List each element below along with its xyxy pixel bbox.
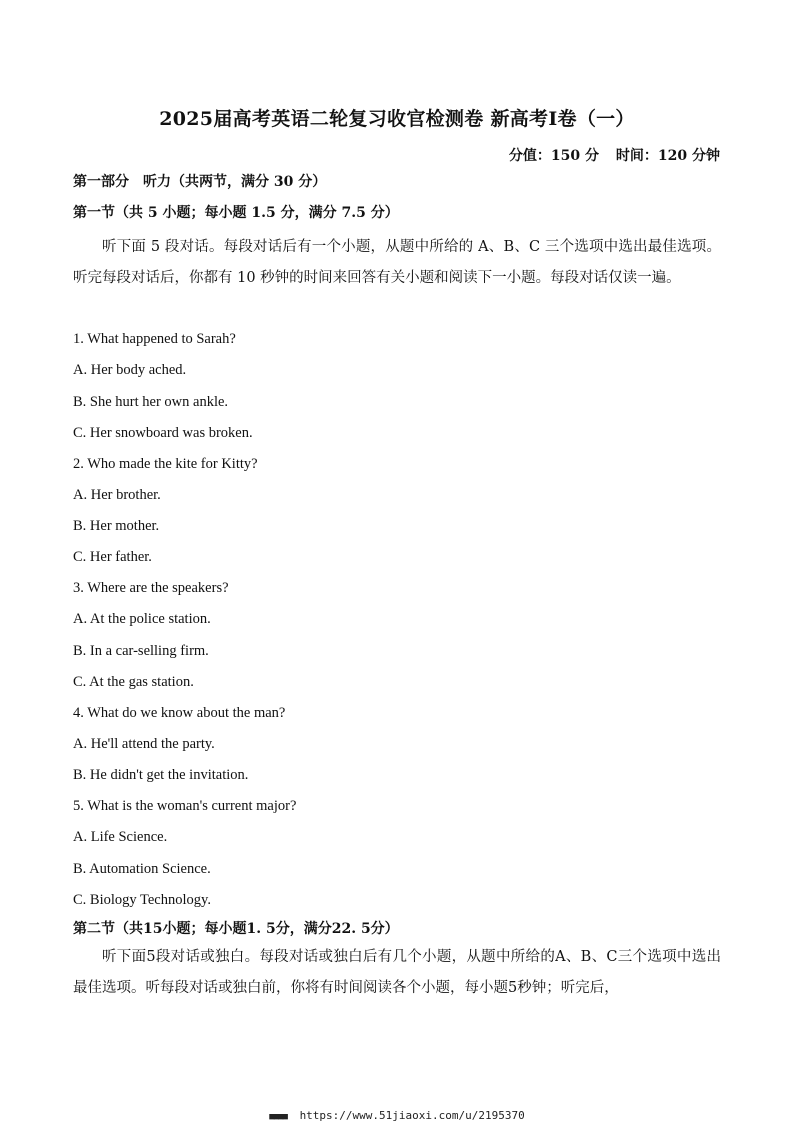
option-4a: A. He'll attend the party. [73,736,215,752]
option-5a: A. Life Science. [73,829,168,845]
option-1b: B. She hurt her own ankle. [73,394,229,410]
option-4b: B. He didn't get the invitation. [73,767,249,783]
option-3b: B. In a car-selling firm. [73,643,209,659]
option-1c: C. Her snowboard was broken. [73,425,253,441]
option-1a: A. Her body ached. [73,362,187,378]
option-3a: A. At the police station. [73,611,211,627]
exam-title: 2025届高考英语二轮复习收官检测卷 新高考Ⅰ卷（一） [159,108,635,130]
section2-instructions: 听下面5段对话或独白。每段对话或独白后有几个小题，从题中所给的A、B、C三个选项中选出最佳选项。听每段对话或独白前，你将有时间阅读各个小题，每小题5秒钟；听完后， [73,949,721,996]
footer-url[interactable]: https://www.51jiaoxi.com/u/2195370 [299,1109,525,1122]
option-5b: B. Automation Science. [73,861,211,877]
score-info: 分值：150 分 [508,148,600,164]
option-3c: C. At the gas station. [73,674,194,690]
question-1: 1. What happened to Sarah? [73,331,236,347]
section1-instructions: 听下面 5 段对话。每段对话后有一个小题，从题中所给的 A、B、C 三个选项中选出最佳选项。听完每段对话后，你都有 10 秒钟的时间来回答有关小题和阅读下一小题。每段对话仅读一遍。 [73,239,721,286]
option-5c: C. Biology Technology. [73,892,211,908]
section2-heading: 第二节（共15小题；每小题1. 5分，满分22. 5分） [73,921,399,937]
option-2a: A. Her brother. [73,487,161,503]
section1-heading: 第一节（共 5 小题；每小题 1.5 分，满分 7.5 分） [73,205,399,221]
page-footer [0,1109,794,1122]
time-info: 时间：120 分钟 [615,148,720,164]
part1-heading: 第一部分 听力（共两节，满分 30 分） [73,174,327,190]
footer-decoration: ■■■■ [269,1112,287,1122]
question-3: 3. Where are the speakers? [73,580,229,596]
option-2b: B. Her mother. [73,518,160,534]
question-2: 2. Who made the kite for Kitty? [73,456,258,472]
option-2c: C. Her father. [73,549,152,565]
question-4: 4. What do we know about the man? [73,705,286,721]
question-5: 5. What is the woman's current major? [73,798,297,814]
exam-meta [509,145,720,165]
